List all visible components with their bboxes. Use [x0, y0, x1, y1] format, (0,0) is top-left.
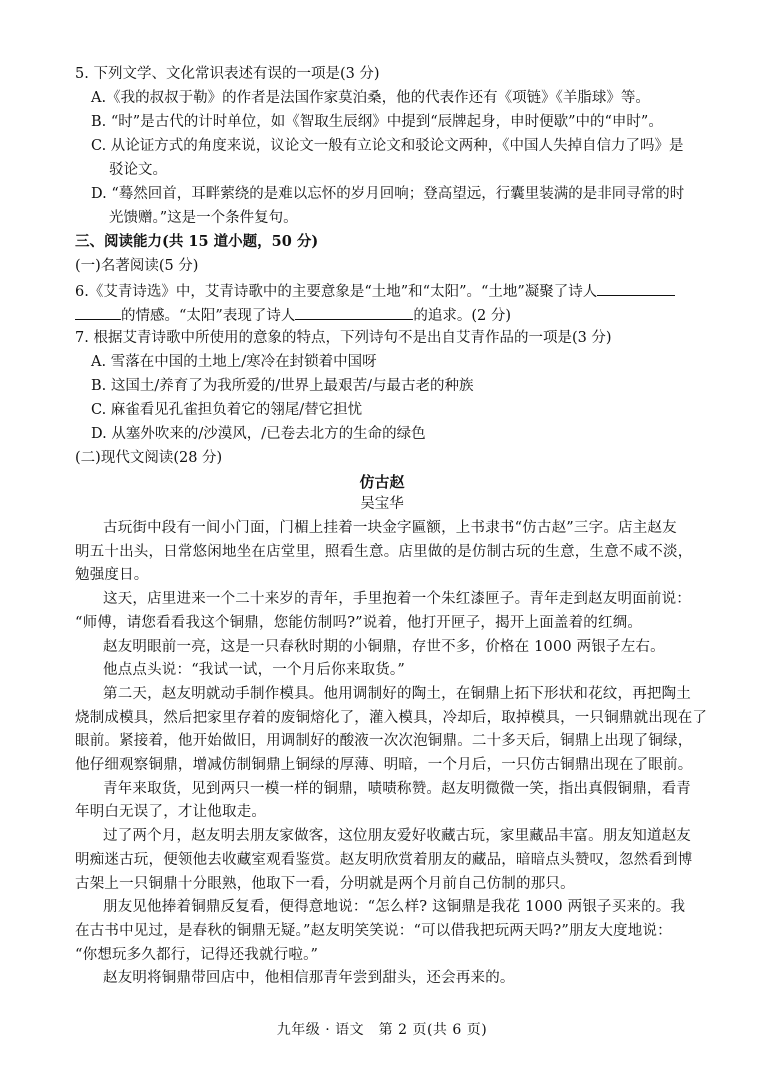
article-line: 勉强度日。: [75, 567, 149, 584]
q5-stem: 5. 下列文学、文化常识表述有误的一项是(3 分): [75, 66, 380, 82]
q6-line2: [75, 304, 511, 324]
article-line: 他点点头说：“我试一试，一个月后你来取货。”: [103, 662, 405, 679]
article-line: 这天，店里进来一个二十来岁的青年，手里抱着一个朱红漆匣子。青年走到赵友明面前说：: [103, 591, 691, 608]
article-line: 他仔细观察铜鼎，增减仿制铜鼎上铜绿的厚薄、明暗，一个月后，一只仿古铜鼎出现在了眼前。: [75, 757, 693, 773]
article-line: 赵友明将铜鼎带回店中，他相信那青年尝到甜头，还会再来的。: [103, 970, 515, 987]
q7-option-b: B. 这国土/养育了为我所爱的/世界上最艰苦/与最古老的种族: [91, 378, 474, 394]
article-line: “你想玩多久都行，记得还我就行啦。”: [75, 946, 319, 963]
q5-option-c: C. 从论证方式的角度来说，议论文一般有立论文和驳论文两种，《中国人失掉自信力了吗》是: [91, 138, 684, 154]
article-line: 烧制成模具，然后把家里存着的废铜熔化了，灌入模具，冷却后，取掉模具，一只铜鼎就出现在了: [75, 709, 708, 726]
article-line: 赵友明眼前一亮，这是一只春秋时期的小铜鼎，存世不多，价格在 1000 两银子左右。: [103, 638, 665, 655]
section-heading: 三、阅读能力(共 15 道小题，50 分): [75, 233, 319, 250]
q6-text-1: 6.《艾青诗选》中，艾青诗歌中的主要意象是“土地”和“太阳”。“土地”凝聚了诗人: [75, 284, 598, 300]
q5-option-c-cont: 驳论文。: [109, 162, 167, 178]
q6-text-2: 的情感。“太阳”表现了诗人: [121, 308, 296, 324]
q5-option-a: A.《我的叔叔于勒》的作者是法国作家莫泊桑，他的代表作还有《项链》《羊脂球》等。: [91, 90, 650, 106]
article-line: 眼前。紧接着，他开始做旧，用调制好的酸液一次次泡铜鼎。二十多天后，铜鼎上出现了铜绿，: [75, 733, 693, 750]
q7-option-d: D. 从塞外吹来的/沙漠风，/已卷去北方的生命的绿色: [91, 426, 426, 442]
article-line: “师傅，请您看看我这个铜鼎，您能仿制吗?”说着，他打开匣子，揭开上面盖着的红绸。: [75, 614, 643, 631]
q7-option-a: A. 雪落在中国的土地上/寒冷在封锁着中国呀: [91, 354, 377, 370]
article-line: 第二天，赵友明就动手制作模具。他用调制好的陶土，在铜鼎上拓下形状和花纹，再把陶土: [103, 685, 691, 702]
article-line: 朋友见他捧着铜鼎反复看，便得意地说：“怎么样? 这铜鼎是我花 1000 两银子买来的。我: [103, 899, 686, 916]
article-line: 过了两个月，赵友明去朋友家做客，这位朋友爱好收藏古玩，家里藏品丰富。朋友知道赵友: [103, 828, 691, 845]
q7-stem: 7. 根据艾青诗歌中所使用的意象的特点，下列诗句不是出自艾青作品的一项是(3 分): [75, 330, 612, 346]
article-line: 古架上一只铜鼎十分眼熟，他取下一看，分明就是两个月前自己仿制的那只。: [75, 875, 575, 892]
part2-heading: (二)现代文阅读(28 分): [75, 450, 223, 466]
article-line: 明五十出头，日常悠闲地坐在店堂里，照看生意。店里做的是仿制古玩的生意，生意不咸不淡，: [75, 543, 693, 560]
q6-answer-blank-2[interactable]: [295, 304, 413, 320]
page-footer: 九年级 · 语文 第 2 页(共 6 页): [276, 1022, 488, 1038]
article-line: 在古书中见过，是春秋的铜鼎无疑。”赵友明笑笑说：“可以借我把玩两天吗?”朋友大度地说：: [75, 922, 672, 939]
q6-line1: [75, 280, 675, 300]
article-line: 古玩街中段有一间小门面，门楣上挂着一块金字匾额，上书隶书“仿古赵”三字。店主赵友: [103, 520, 677, 536]
part1-heading: (一)名著阅读(5 分): [75, 258, 199, 274]
article-title: 仿古赵: [359, 473, 405, 491]
q6-answer-blank-1-cont[interactable]: [75, 304, 121, 320]
article-line: 年明白无误了，才让他取走。: [75, 804, 267, 821]
q6-answer-blank-1[interactable]: [597, 280, 675, 296]
article-line: 青年来取货，见到两只一模一样的铜鼎，啧啧称赞。赵友明微微一笑，指出真假铜鼎，看青: [103, 780, 691, 797]
q5-option-d: D. “蓦然回首，耳畔萦绕的是难以忘怀的岁月回响；登高望远，行囊里装满的是非同寻常的时: [91, 186, 685, 202]
article-line: 明痴迷古玩，便领他去收藏室观看鉴赏。赵友明欣赏着朋友的藏品，暗暗点头赞叹，忽然看到博: [75, 851, 693, 868]
q5-option-b: B. “时”是古代的计时单位，如《智取生辰纲》中提到“辰牌起身，申时便歇”中的“申时”。: [91, 114, 663, 130]
article-author: 吴宝华: [360, 496, 404, 512]
q7-option-c: C. 麻雀看见孔雀担负着它的翎尾/替它担忧: [91, 402, 363, 418]
q5-option-d-cont: 光馈赠。”这是一个条件复句。: [109, 210, 298, 226]
q6-text-3: 的追求。(2 分): [413, 308, 511, 324]
